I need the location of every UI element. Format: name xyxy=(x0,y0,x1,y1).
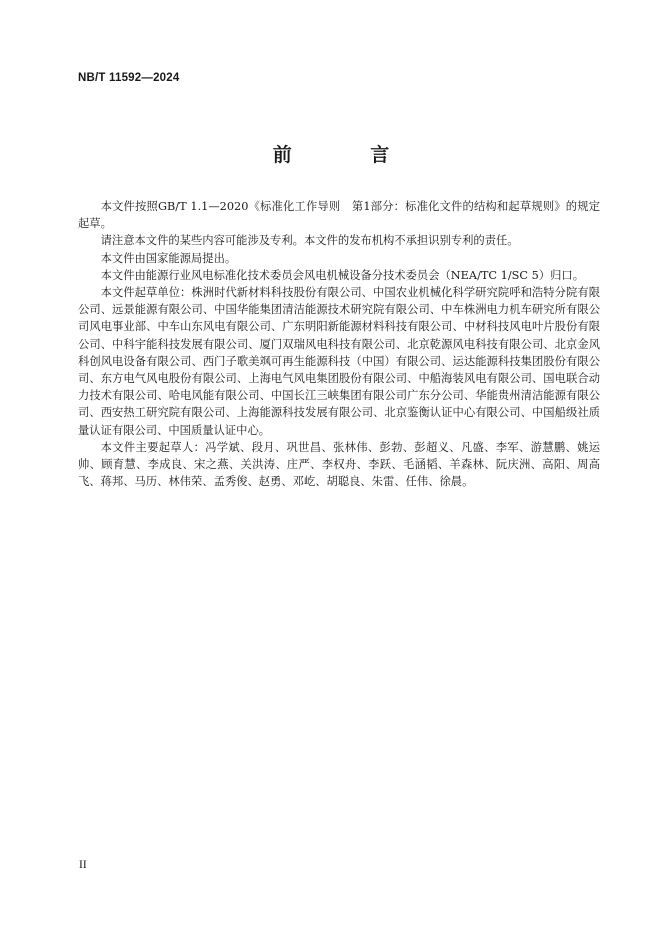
foreword-body xyxy=(78,198,600,490)
paragraph-patent-notice: 请注意本文件的某些内容可能涉及专利。本文件的发布机构不承担识别专利的责任。 xyxy=(100,234,519,248)
page-title: 前 言 xyxy=(272,144,426,166)
paragraph-proposer: 本文件由国家能源局提出。 xyxy=(100,251,237,265)
paragraph-drafting-rules: 本文件按照GB/T 1.1—2020《标准化工作导则 第1部分：标准化文件的结构和起草规则》的规定起草。 xyxy=(78,200,600,231)
standard-code-header: NB/T 11592—2024 xyxy=(78,72,180,84)
paragraph-drafting-units: 本文件起草单位：株洲时代新材料科技股份有限公司、中国农业机械化科学研究院呼和浩特分院有限公司、远景能源有限公司、中国华能集团清洁能源技术研究院有限公司、中车株洲电力机车研究所有限公司风电事业部、中车山东风电有限公司、广东明阳新能源材料科技有限公司、中材科技风电叶片股份有限公司、中科宇能科技发展有限公司、厦门双瑞风电科技有限公司、北京乾源风电科技有限公司、北京金风科创风电设备有限公司、西门子歌美飒可再生能源科技（中国）有限公司、运达能源科技集团股份有限公司、东方电气风电股份有限公司、上海电气风电集团股份有限公司、中船海装风电有限公司、国电联合动力技术有限公司、哈电风能有限公司、中国长江三峡集团有限公司广东分公司、华能贵州清洁能源有限公司、西安热工研究院有限公司、上海能源科技发展有限公司、北京鉴衡认证中心有限公司、中国船级社质量认证有限公司、中国质量认证中心。 xyxy=(78,286,600,437)
paragraph-committee: 本文件由能源行业风电标准化技术委员会风电机械设备分技术委员会（NEA/TC 1/SC 5）归口。 xyxy=(100,268,585,282)
paragraph-drafters: 本文件主要起草人：冯学斌、段月、巩世昌、张林伟、彭勃、彭超义、凡盛、李军、游慧鹏、姚运帅、顾育慧、李成良、宋之燕、关洪涛、庄严、李权舟、李跃、毛涵韬、羊森林、阮庆洲、高阳、周高飞、蒋邦、马历、林伟荣、孟秀俊、赵勇、邓屹、胡聪良、朱雷、任伟、徐晨。 xyxy=(78,440,600,489)
page-number: II xyxy=(79,859,87,871)
